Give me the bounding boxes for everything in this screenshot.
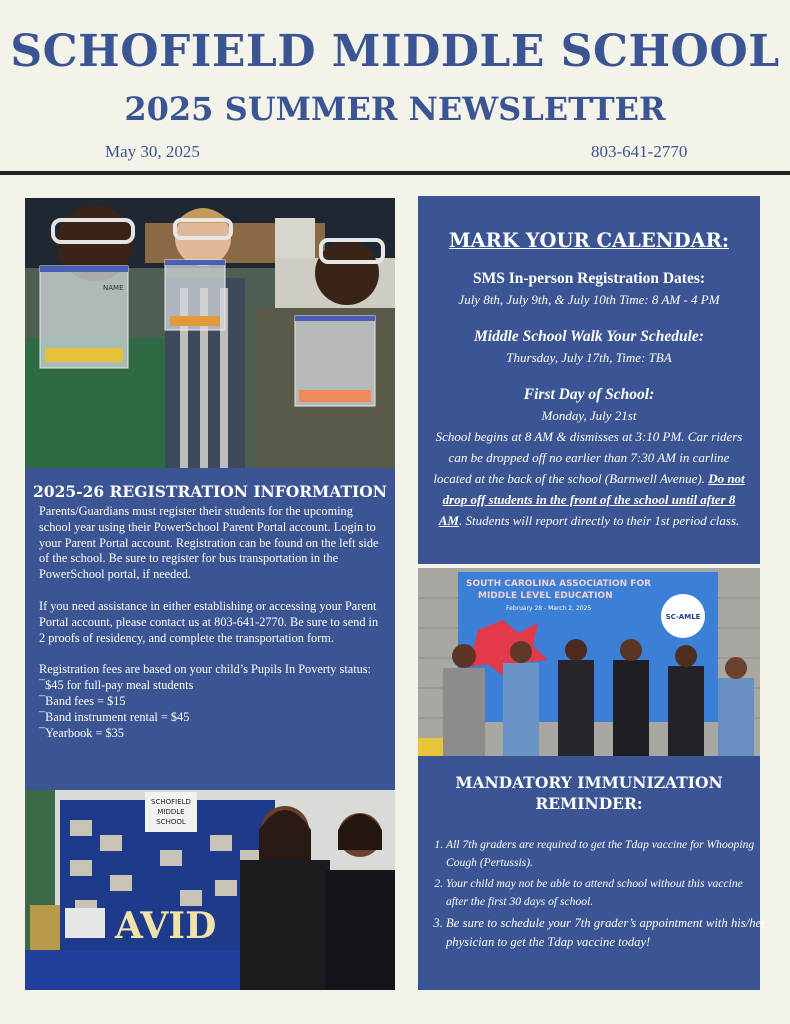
board-title-line: SCHOOL bbox=[156, 818, 186, 826]
registration-body bbox=[39, 504, 385, 741]
school-name: SCHOFIELD MIDDLE SCHOOL bbox=[10, 26, 780, 77]
avid-display-photo bbox=[25, 790, 395, 990]
event-title: First Day of School: bbox=[523, 386, 655, 403]
immunization-panel bbox=[418, 756, 766, 990]
event-title: SMS In-person Registration Dates: bbox=[472, 270, 706, 287]
calendar-panel bbox=[418, 196, 760, 564]
banner-badge: SC-AMLE bbox=[665, 613, 701, 621]
registration-paragraph-3: Registration fees are based on your child’s Pupils In Poverty status: bbox=[39, 662, 371, 677]
registration-paragraph-2: If you need assistance in either establishing or accessing your Parent Portal account, please contact us at 803-641-2770. Be sure to send in 2 proofs of residency, and complete the transportation form. bbox=[39, 598, 379, 645]
fee-item: ¯ Yearbook = $35 bbox=[39, 726, 385, 742]
phone-number: 803-641-2770 bbox=[591, 142, 688, 161]
students-lab-photo bbox=[25, 198, 395, 468]
event-date: Monday, July 21st bbox=[541, 408, 637, 423]
issue-date: May 30, 2025 bbox=[105, 142, 200, 161]
first-day-details: School begins at 8 AM & dismisses at 3:10 PM. Car riders can be dropped off no earlier than 7:30 AM in carline located at the back of the school (Barnwell Avenue). bbox=[433, 429, 743, 486]
avid-sign: AVID bbox=[115, 905, 217, 947]
board-title-line: SCHOFIELD bbox=[151, 798, 191, 806]
registration-panel bbox=[25, 468, 395, 790]
calendar-heading: MARK YOUR CALENDAR: bbox=[448, 229, 730, 252]
calendar-events bbox=[430, 268, 748, 531]
drop-off-warning: Do not drop off students in the front of the school until after 8 AM bbox=[438, 471, 745, 528]
event-details bbox=[430, 426, 748, 531]
board-title-line: MIDDLE bbox=[157, 808, 185, 816]
fee-list bbox=[39, 678, 385, 741]
immunization-heading: MANDATORY IMMUNIZATION REMINDER: bbox=[455, 773, 723, 813]
fee-item: ¯ $45 for full-pay meal students bbox=[39, 678, 385, 694]
banner-line: SOUTH CAROLINA ASSOCIATION FOR bbox=[466, 579, 652, 589]
fee-item: ¯ Band instrument rental = $45 bbox=[39, 710, 385, 726]
event-details: Thursday, July 17th, Time: TBA bbox=[506, 350, 672, 365]
bag-label: NAME bbox=[103, 284, 124, 292]
event-title: Middle School Walk Your Schedule: bbox=[474, 328, 704, 345]
immunization-list bbox=[432, 836, 766, 955]
header-divider bbox=[0, 171, 790, 175]
banner-dates: February 28 - March 2, 2025 bbox=[506, 605, 592, 612]
masthead bbox=[0, 0, 790, 176]
registration-paragraph-1: Parents/Guardians must register their students for the upcoming school year using their PowerSchool Parent Portal account. Login to your Parent Portal account. Registration can be found on the left side of the school. Be sure to register for bus transportation in the PowerSchool portal, if needed. bbox=[39, 504, 379, 582]
registration-heading: 2025-26 REGISTRATION INFORMATION bbox=[33, 482, 387, 501]
banner-line: MIDDLE LEVEL EDUCATION bbox=[478, 591, 613, 601]
immunization-item: 2. Your child may not be able to attend school without this vaccine after the first 30 days of school. bbox=[446, 875, 766, 911]
immunization-item: 3. Be sure to schedule your 7th grader’s appointment with his/her physician to get the Tdap vaccine today! bbox=[446, 914, 766, 952]
fee-item: ¯ Band fees = $15 bbox=[39, 694, 385, 710]
first-day-details-end: . Students will report directly to their 1st period class. bbox=[458, 513, 740, 528]
event-details: July 8th, July 9th, & July 10th Time: 8 AM - 4 PM bbox=[458, 292, 720, 307]
conference-photo bbox=[418, 568, 760, 756]
immunization-item: 1. All 7th graders are required to get the Tdap vaccine for Whooping Cough (Pertussis). bbox=[446, 836, 766, 872]
newsletter-title: 2025 SUMMER NEWSLETTER bbox=[124, 90, 666, 128]
